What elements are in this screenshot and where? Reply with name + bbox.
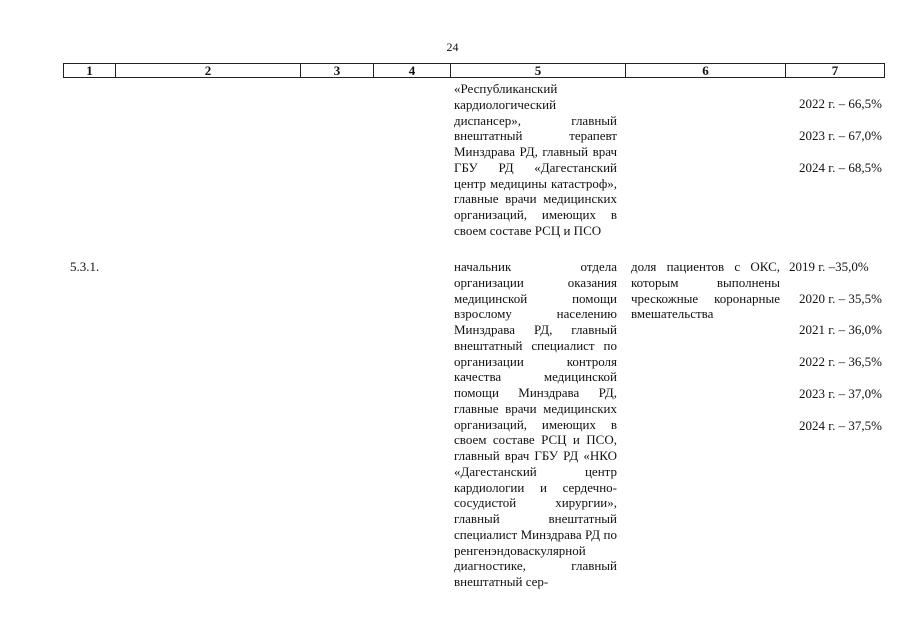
row-b-target-2023: 2023 г. – 37,0% <box>799 386 882 401</box>
row-a-target-2023: 2023 г. – 67,0% <box>799 128 882 143</box>
row-b-indicator: доля пациентов с ОКС, которым выполнены чрескожные коронарные вмешательства <box>631 259 780 322</box>
header-col-5: 5 <box>451 64 626 78</box>
page-number: 24 <box>446 40 459 54</box>
row-a-target-2022: 2022 г. – 66,5% <box>799 96 882 111</box>
row-b-target-2024: 2024 г. – 37,5% <box>799 418 882 433</box>
header-col-7: 7 <box>786 64 885 78</box>
header-col-6: 6 <box>626 64 786 78</box>
row-b-target-2022: 2022 г. – 36,5% <box>799 354 882 369</box>
header-col-3: 3 <box>301 64 374 78</box>
row-b-target-2021: 2021 г. – 36,0% <box>799 322 882 337</box>
table-header <box>63 63 885 78</box>
row-a-target-2024: 2024 г. – 68,5% <box>799 160 882 175</box>
header-col-4: 4 <box>374 64 451 78</box>
header-col-1: 1 <box>64 64 116 78</box>
row-b-target-2020: 2020 г. – 35,5% <box>799 291 882 306</box>
row-b-number: 5.3.1. <box>70 259 100 274</box>
row-b-target-2019: 2019 г. –35,0% <box>789 259 869 274</box>
row-b-responsible: начальник отдела организации оказания медицинской помощи взрослому населению Минздрава РД, главный внештатный специалист по организации контроля качества медицинской помощи Минздрава РД, главные врачи медицинских организаций, имеющих в своем составе РСЦ и ПСО, главный врач ГБУ РД «НКО «Дагестанский центр кардиологии и сердечно-сосудистой хирургии», главный внештатный специалист Минздрава РД по ренгенэндоваскулярной диагностике, главный внештатный сер- <box>454 259 617 589</box>
header-col-2: 2 <box>116 64 301 78</box>
row-a-responsible: «Республиканский кардиологический диспансер», главный внештатный терапевт Минздрава РД, главный врач ГБУ РД «Дагестанский центр медицины катастроф», главные врачи медицинских организаций, имеющих в своем составе РСЦ и ПСО <box>454 81 617 238</box>
